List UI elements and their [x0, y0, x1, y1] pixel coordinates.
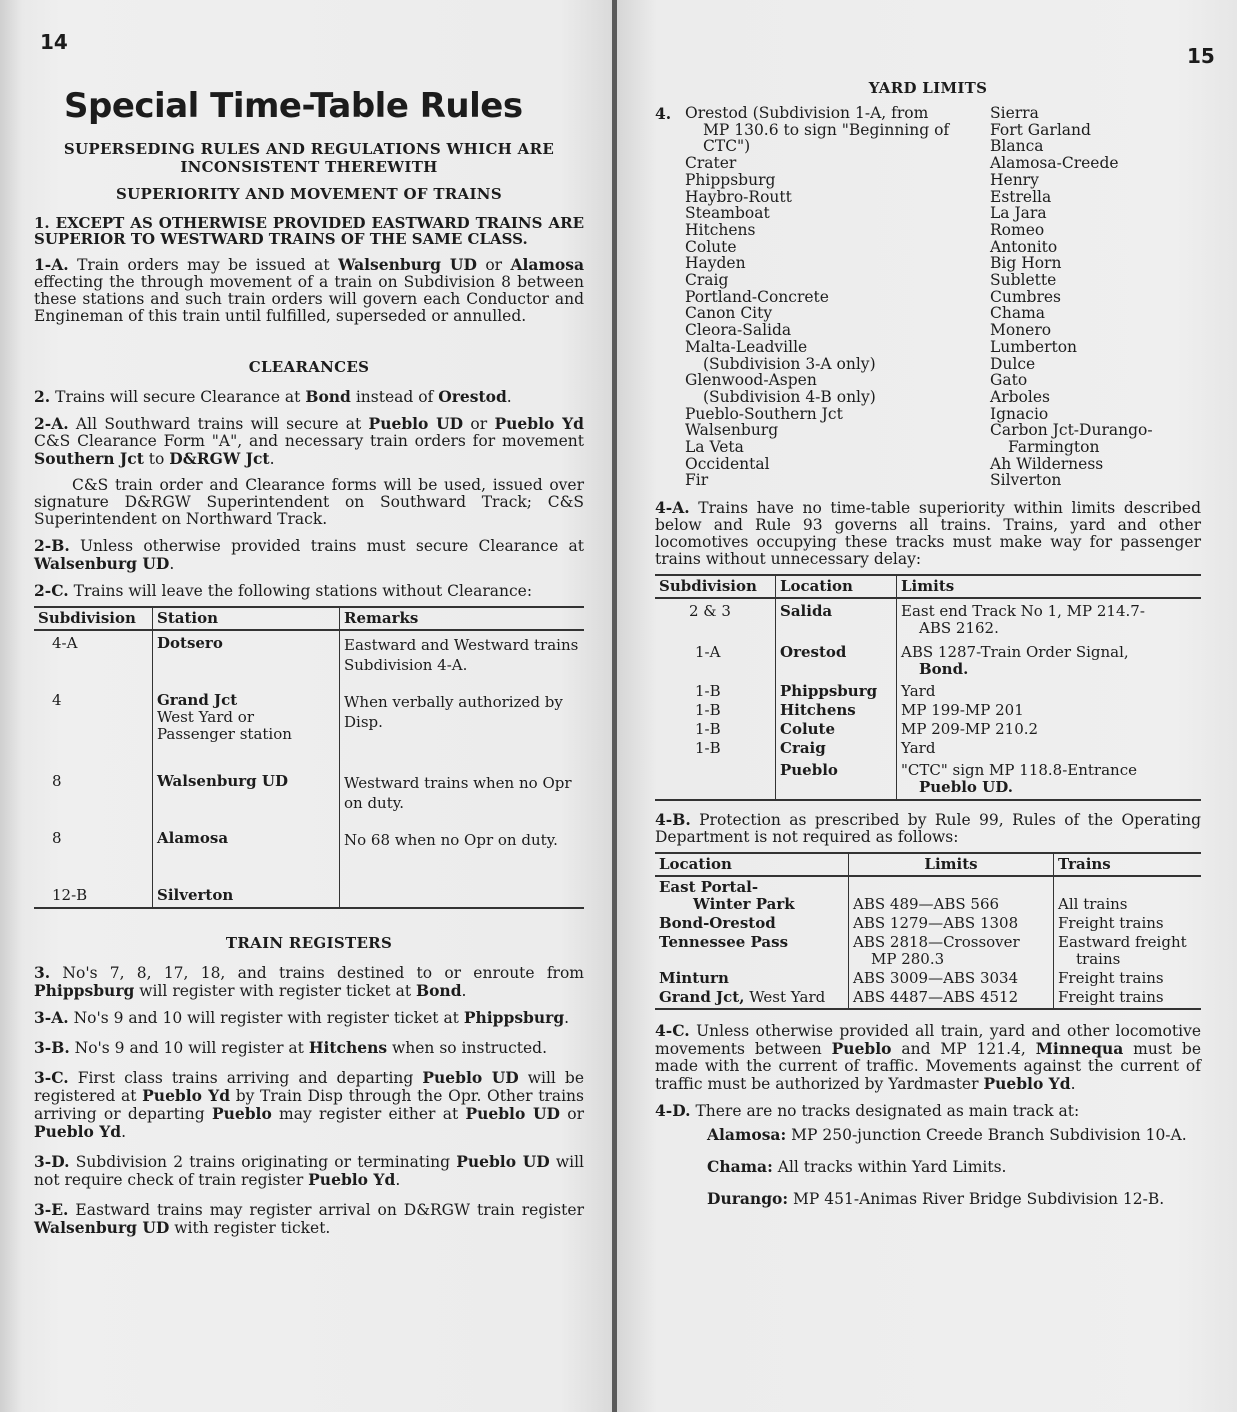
- list-item: Carbon Jct-Durango-: [990, 421, 1153, 440]
- list-item: Colute: [685, 237, 737, 256]
- table-row: Tennessee Pass ABS 2818—Crossover MP 280.3 Eastward freight trains: [655, 933, 1201, 969]
- list-item: Dulce: [990, 354, 1036, 373]
- yard-limits-list: [655, 105, 1201, 489]
- list-item: Henry: [990, 170, 1039, 189]
- list-item: Crater: [685, 154, 737, 173]
- table-row: 8 Alamosa No 68 when no Opr on duty.: [34, 826, 584, 883]
- list-item: Estrella: [990, 187, 1052, 206]
- rule-3e: 3-E. Eastward trains may register arrival on D&RGW train register Walsenburg UD with register ticket.: [34, 1200, 584, 1237]
- list-item: Sublette: [990, 271, 1057, 290]
- list-item: (Subdivision 4-B only): [703, 387, 876, 406]
- protection-header-limits: Limits: [849, 853, 1054, 876]
- table-row: 1-A Orestod ABS 1287-Train Order Signal, Bond.: [655, 640, 1201, 681]
- list-item: Ah Wilderness: [990, 454, 1104, 473]
- rule-4d: 4-D. There are no tracks designated as main track at:: [655, 1101, 1080, 1121]
- rule-2a: 2-A. All Southward trains will secure at Pueblo UD or Pueblo Yd C&S Clearance Form "A", and necessary train orders for movement Southern Jct to D&RGW Jct.: [34, 414, 584, 468]
- rule-3c: 3-C. First class trains arriving and departing Pueblo UD will be registered at Pueblo Yd by Train Disp through the Opr. Other trains arriving or departing Pueblo may register either at Pueblo UD or Pueblo Yd.: [34, 1068, 584, 1141]
- table-row: 1-B Colute MP 209-MP 210.2: [655, 720, 1201, 739]
- table-row: 1-B Phippsburg Yard: [655, 681, 1201, 701]
- table-row: Bond-Orestod ABS 1279—ABS 1308 Freight trains: [655, 914, 1201, 933]
- rule-4c: 4-C. Unless otherwise provided all train, yard and other locomotive movements between Pueblo and MP 121.4, Minnequa must be made with the current of traffic. Movements against the current of traffic must be authorized by Yardmaster Pueblo Yd.: [655, 1021, 1201, 1094]
- yard-limits-heading: YARD LIMITS: [868, 79, 988, 97]
- table-row: East Portal- Winter Park ABS 489—ABS 566 All trains: [655, 876, 1201, 914]
- clearance-table: [34, 606, 584, 909]
- list-item: Alamosa-Creede: [990, 154, 1119, 173]
- list-item: Fort Garland: [990, 120, 1091, 139]
- table-row: 8 Walsenburg UD Westward trains when no Opr on duty.: [34, 769, 584, 826]
- limits-header-limits: Limits: [897, 575, 1202, 598]
- list-item: Cleora-Salida: [685, 321, 792, 340]
- list-item: Cumbres: [990, 287, 1061, 306]
- list-item: Arboles: [990, 387, 1050, 406]
- clearance-header-subdivision: Subdivision: [34, 607, 153, 630]
- yard-limits-column-2: [990, 105, 1190, 489]
- list-item: Pueblo-Southern Jct: [685, 404, 843, 423]
- list-item: Hitchens: [685, 220, 756, 239]
- limits-header-location: Location: [776, 575, 897, 598]
- limits-header-subdivision: Subdivision: [655, 575, 776, 598]
- rule-4b: 4-B. Protection as prescribed by Rule 99, Rules of the Operating Department is not required as follows:: [655, 810, 1201, 847]
- protection-header-trains: Trains: [1054, 853, 1202, 876]
- protection-table: [655, 852, 1201, 1010]
- rule-3b: 3-B. No's 9 and 10 will register at Hitchens when so instructed.: [34, 1038, 547, 1057]
- table-row: 2 & 3 Salida East end Track No 1, MP 214.7- ABS 2162.: [655, 598, 1201, 640]
- table-row: 4-A Dotsero Eastward and Westward trains Subdivision 4-A.: [34, 630, 584, 678]
- list-item: Antonito: [990, 237, 1058, 256]
- rule-4d-durango: Durango: MP 451-Animas River Bridge Subdivision 12-B.: [707, 1189, 1165, 1209]
- list-item: Haybro-Routt: [685, 187, 792, 206]
- page-number-right: 15: [1187, 44, 1215, 68]
- list-item: Glenwood-Aspen: [685, 371, 817, 390]
- list-item: Lumberton: [990, 337, 1078, 356]
- list-item: Sierra: [990, 104, 1039, 122]
- list-item: Steamboat: [685, 204, 770, 223]
- list-item: Malta-Leadville: [685, 337, 808, 356]
- list-item: Canon City: [685, 304, 773, 323]
- list-item: Monero: [990, 321, 1052, 340]
- right-page: [617, 0, 1237, 1412]
- rule-4-number: 4.: [655, 104, 672, 123]
- protection-header-location: Location: [655, 853, 849, 876]
- clearance-header-station: Station: [153, 607, 340, 630]
- table-row: Minturn ABS 3009—ABS 3034 Freight trains: [655, 969, 1201, 988]
- list-item: Portland-Concrete: [685, 287, 829, 306]
- rule-1a: 1-A. Train orders may be issued at Walsenburg UD or Alamosa effecting the through movement of a train on Subdivision 8 between these stations and such train orders will govern each Conductor and Engineman of this train until fulfilled, superseded or annulled.: [34, 255, 584, 325]
- table-row: 4 Grand Jct West Yard or Passenger station When verbally authorized by Disp.: [34, 678, 584, 769]
- list-item: Blanca: [990, 137, 1044, 156]
- rule-2c: 2-C. Trains will leave the following stations without Clearance:: [34, 581, 533, 600]
- table-row: 1-B Craig Yard: [655, 739, 1201, 758]
- page-number-left: 14: [40, 30, 68, 54]
- list-item: Occidental: [685, 454, 770, 473]
- list-item: (Subdivision 3-A only): [703, 354, 876, 373]
- superseding-heading: SUPERSEDING RULES AND REGULATIONS WHICH ARE INCONSISTENT THEREWITH: [63, 140, 555, 176]
- table-row: 12-B Silverton: [34, 883, 584, 908]
- list-item: Craig: [685, 271, 729, 290]
- rule-1: 1. EXCEPT AS OTHERWISE PROVIDED EASTWARD TRAINS ARE SUPERIOR TO WESTWARD TRAINS OF THE SAME CLASS.: [34, 214, 584, 248]
- table-row: Pueblo "CTC" sign MP 118.8-Entrance Pueblo UD.: [655, 758, 1201, 800]
- rule-2b: 2-B. Unless otherwise provided trains must secure Clearance at Walsenburg UD.: [34, 536, 584, 573]
- list-item: Silverton: [990, 471, 1062, 490]
- list-item: MP 130.6 to sign "Beginning of: [703, 120, 950, 139]
- list-item: La Veta: [685, 438, 744, 457]
- list-item: Romeo: [990, 220, 1045, 239]
- rule-2a-continued: C&S train order and Clearance forms will be used, issued over signature D&RGW Superintendent on Southward Track; C&S Superintendent on Northward Track.: [34, 476, 584, 528]
- clearances-heading: CLEARANCES: [248, 358, 370, 376]
- page-title: Special Time-Table Rules: [64, 86, 523, 126]
- left-page: [0, 0, 615, 1412]
- list-item: Phippsburg: [685, 170, 776, 189]
- table-row: 1-B Hitchens MP 199-MP 201: [655, 701, 1201, 720]
- list-item: Orestod (Subdivision 1-A, from: [685, 104, 929, 122]
- list-item: La Jara: [990, 204, 1047, 223]
- yard-limits-column-1: [685, 105, 990, 489]
- limits-table: [655, 574, 1201, 801]
- list-item: Chama: [990, 304, 1046, 323]
- rule-4d-chama: Chama: All tracks within Yard Limits.: [707, 1157, 1007, 1177]
- rule-3a: 3-A. No's 9 and 10 will register with register ticket at Phippsburg.: [34, 1008, 570, 1027]
- list-item: Walsenburg: [685, 421, 779, 440]
- list-item: Ignacio: [990, 404, 1049, 423]
- list-item: Hayden: [685, 254, 746, 273]
- rule-4a: 4-A. Trains have no time-table superiority within limits described below and Rule 93 governs all trains. Trains, yard and other locomotives occupying these tracks must make way for passenger trains without unnecessary delay:: [655, 498, 1201, 569]
- list-item: Farmington: [1008, 438, 1100, 457]
- list-item: Gato: [990, 371, 1028, 390]
- train-registers-heading: TRAIN REGISTERS: [225, 934, 393, 952]
- rule-4d-alamosa: Alamosa: MP 250-junction Creede Branch Subdivision 10-A.: [707, 1125, 1187, 1145]
- rule-3: 3. No's 7, 8, 17, 18, and trains destined to or enroute from Phippsburg will register with register ticket at Bond.: [34, 963, 584, 1000]
- superiority-heading: SUPERIORITY AND MOVEMENT OF TRAINS: [116, 185, 502, 203]
- list-item: Fir: [685, 471, 709, 490]
- rule-2: 2. Trains will secure Clearance at Bond instead of Orestod.: [34, 387, 512, 406]
- list-item: CTC"): [703, 137, 751, 156]
- rule-3d: 3-D. Subdivision 2 trains originating or terminating Pueblo UD will not require check of train register Pueblo Yd.: [34, 1152, 584, 1189]
- table-row: Grand Jct, West Yard ABS 4487—ABS 4512 Freight trains: [655, 988, 1201, 1009]
- clearance-header-remarks: Remarks: [340, 607, 585, 630]
- list-item: Big Horn: [990, 254, 1062, 273]
